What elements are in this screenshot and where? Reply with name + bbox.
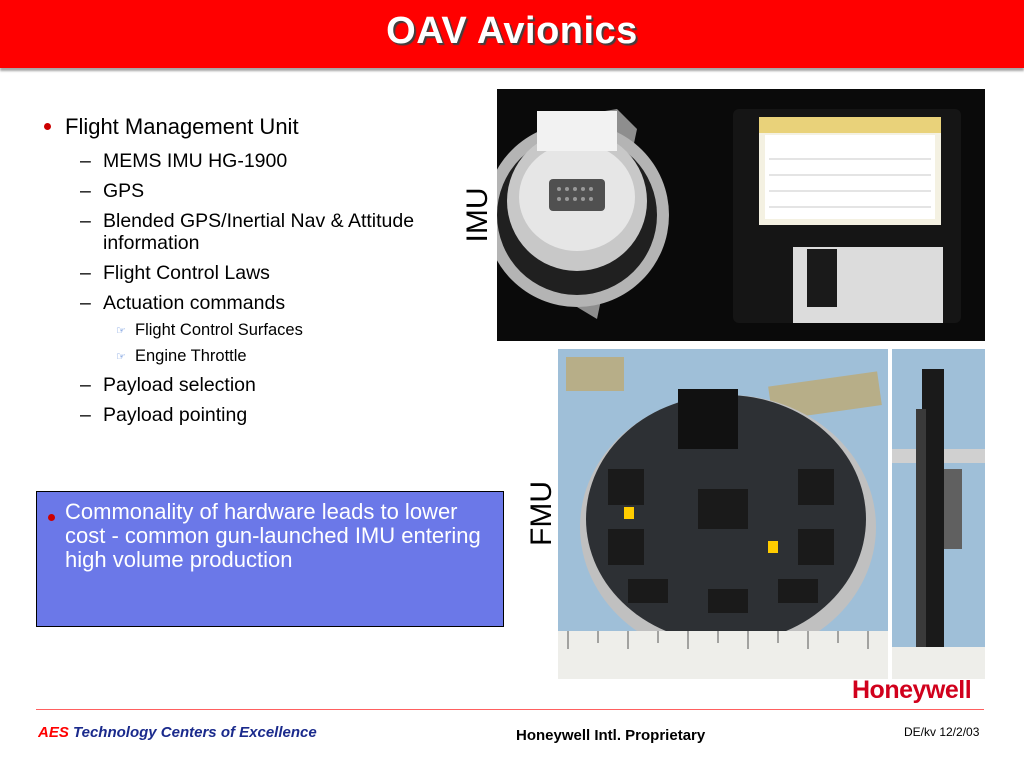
fmu-side-graphic	[892, 349, 985, 679]
footer-divider	[36, 709, 984, 710]
sub-sub-bullet: ☞ Engine Throttle	[116, 347, 247, 365]
callout-text: Commonality of hardware leads to lower cost - common gun-launched IMU entering high volume production	[65, 499, 481, 572]
sub-bullet: – Blended GPS/Inertial Nav & Attitude information	[80, 210, 415, 254]
sub-bullet: – GPS	[80, 180, 145, 202]
footer-center-text: Honeywell Intl. Proprietary	[516, 727, 706, 744]
footer-left-text: AES Technology Centers of Excellence	[38, 724, 317, 741]
sub-sub-bullet: ☞ Flight Control Surfaces	[116, 321, 303, 339]
pointing-hand-icon: ☞	[116, 325, 126, 337]
bullet-list	[44, 112, 484, 426]
fmu-photo-graphic	[558, 349, 888, 679]
pointing-hand-icon: ☞	[116, 351, 126, 363]
imu-photo-graphic	[497, 89, 985, 341]
sub-bullet: – Payload pointing	[80, 404, 248, 426]
sub-bullet: – Flight Control Laws	[80, 262, 270, 284]
title-bar	[0, 0, 1024, 68]
fmu-label: FMU	[525, 481, 558, 546]
callout-box	[36, 491, 504, 627]
fmu-photo	[558, 349, 888, 679]
bullet-dot-icon	[48, 514, 55, 521]
bullet-flight-management-unit: Flight Management Unit	[44, 112, 484, 142]
bullet-dot-icon	[44, 123, 51, 130]
fmu-side-photo	[892, 349, 985, 679]
imu-photo	[497, 89, 985, 341]
sub-bullet: – MEMS IMU HG-1900	[80, 150, 288, 172]
footer-right-text: DE/kv 12/2/03	[904, 725, 980, 739]
slide-title: OAV Avionics	[386, 10, 638, 52]
honeywell-logo: Honeywell	[852, 676, 972, 704]
sub-bullet: – Payload selection	[80, 374, 256, 396]
imu-label: IMU	[461, 187, 494, 243]
sub-bullet: – Actuation commands	[80, 292, 286, 314]
